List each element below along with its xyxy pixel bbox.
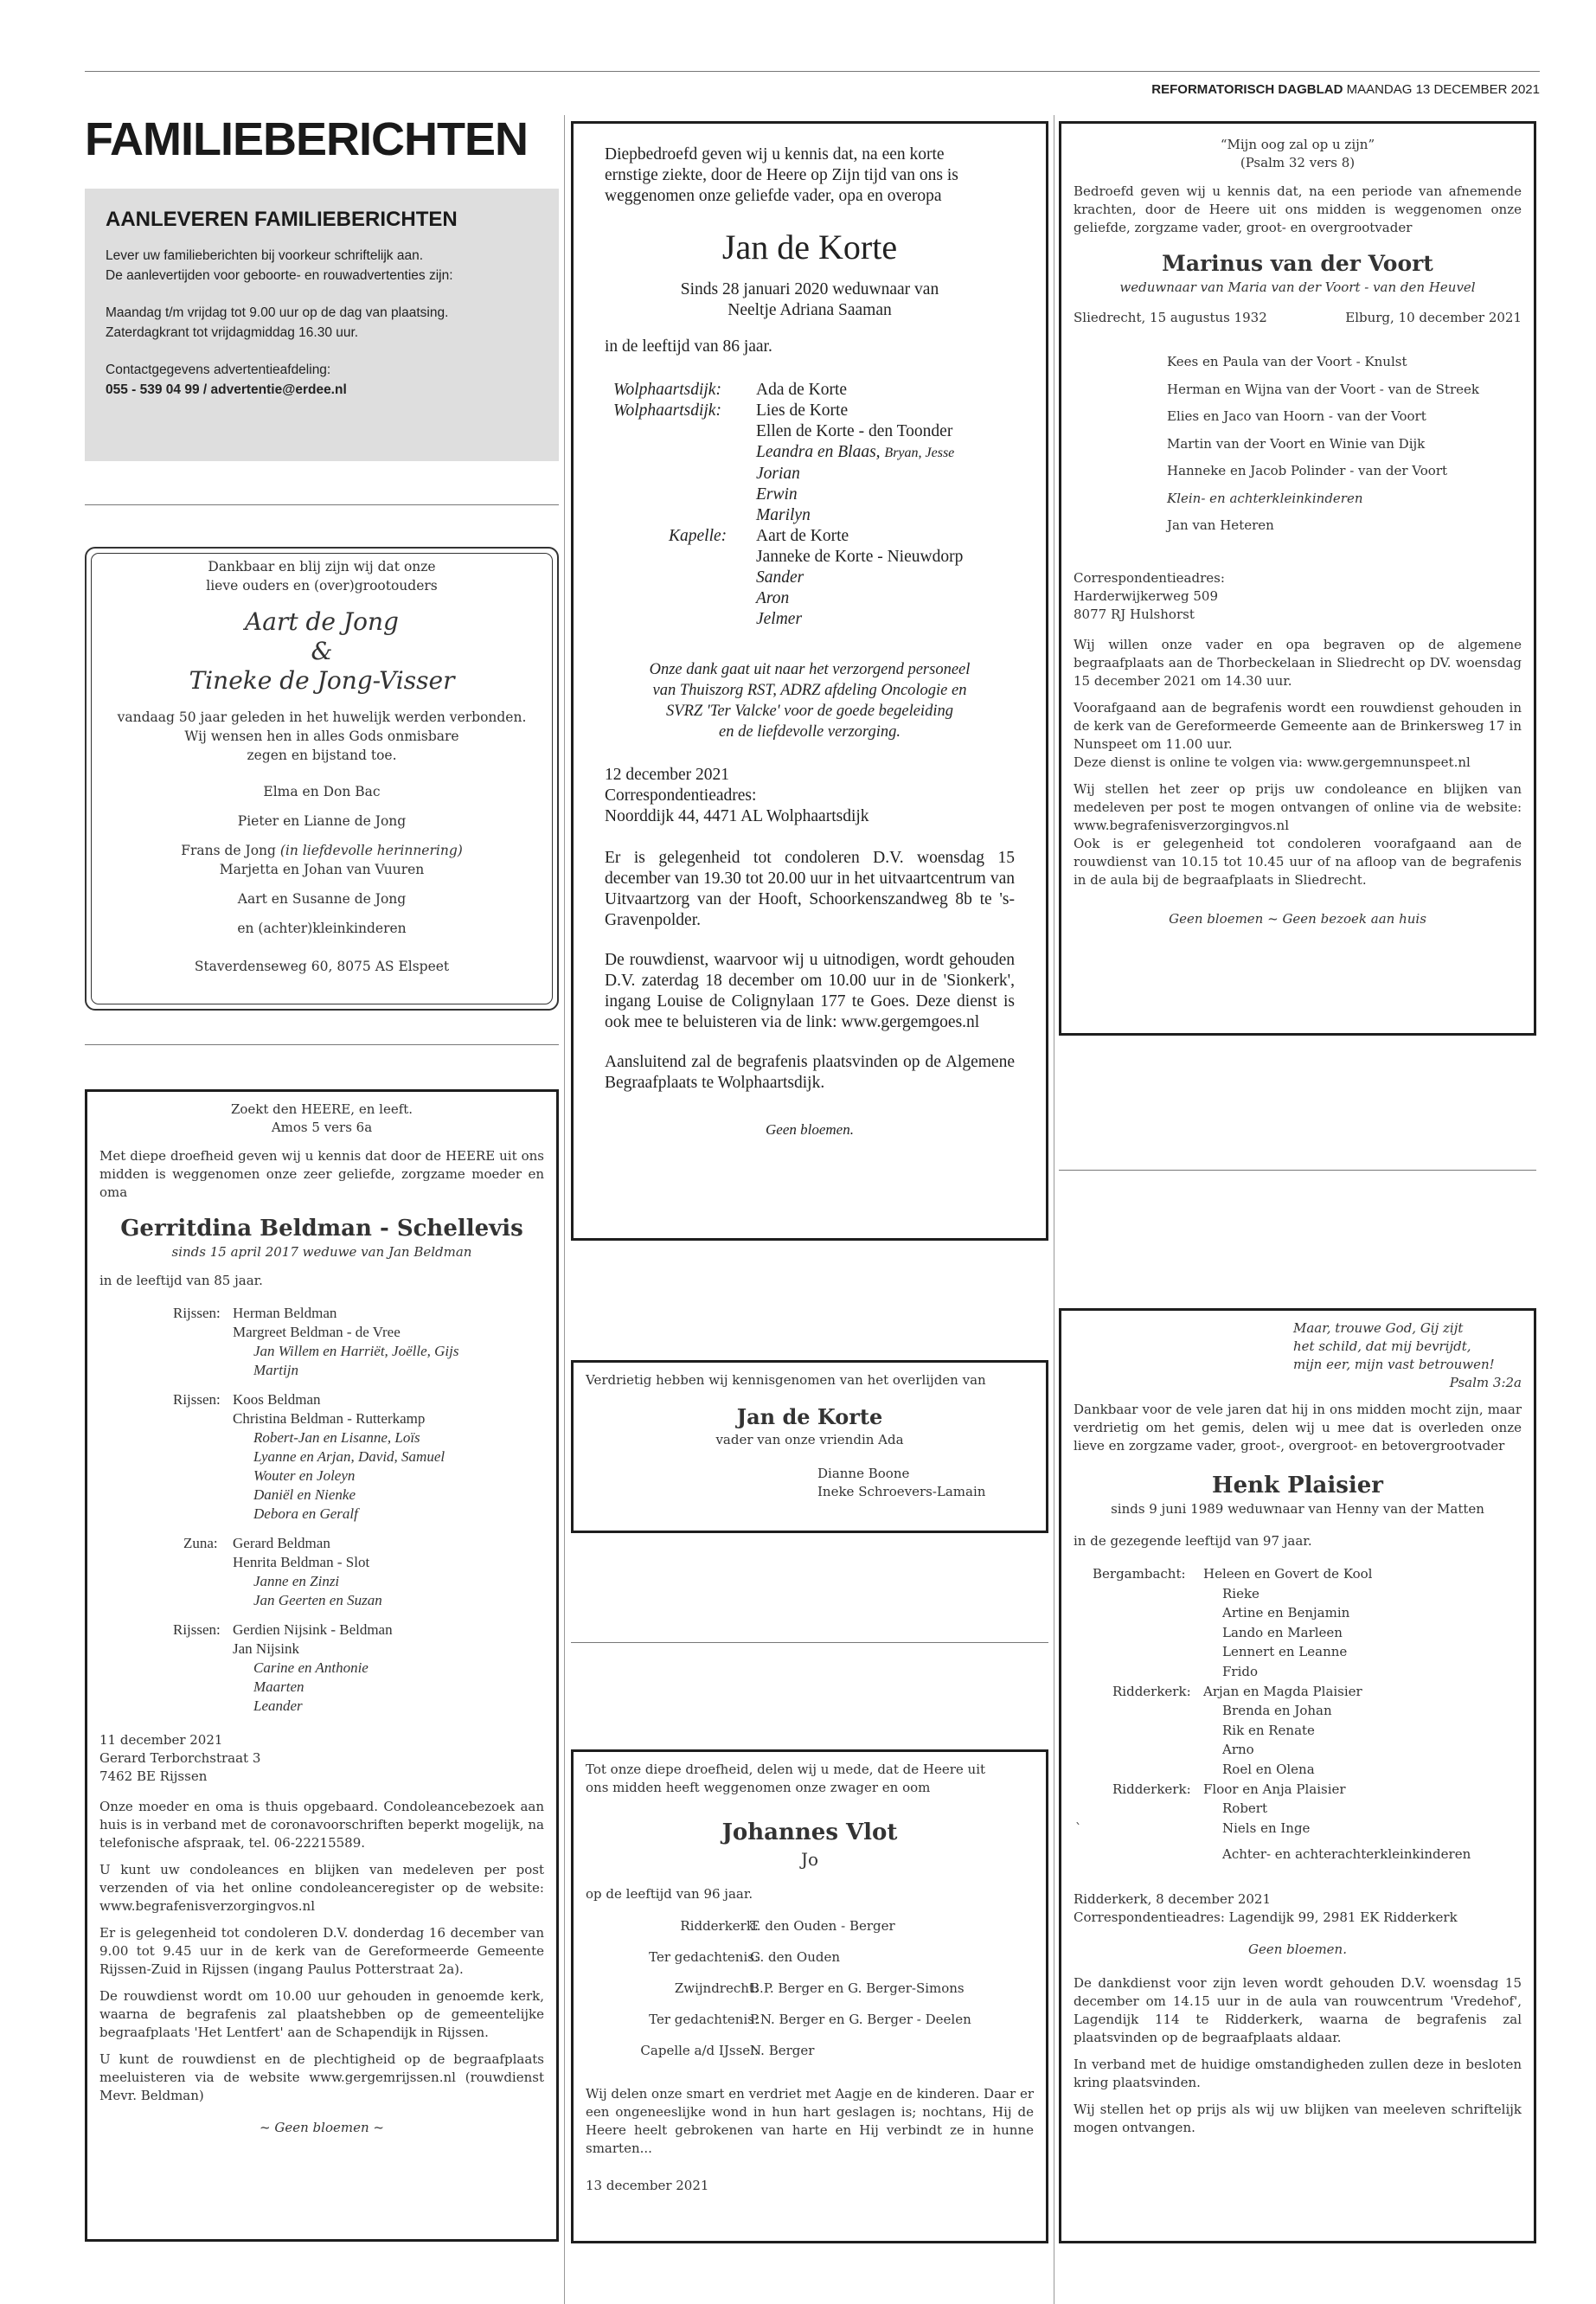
family-place: Zwijndrecht: xyxy=(674,1980,759,1996)
voort-closing: Geen bloemen ~ Geen bezoek aan huis xyxy=(1169,910,1426,927)
jong-intro: Dankbaar en blij zijn wij dat onze xyxy=(208,559,436,574)
plaisier-para: De dankdienst voor zijn leven wordt gehouden D.V. woensdag 15 december om 14.15 uur in de aula van rouwcentrum 'Vredehof', Lagendijk 114 te Ridderkerk, waarna de begrafenis zal plaatsvinden op de begraafplaats aldaar. xyxy=(1074,1974,1522,2045)
korte-para: Aansluitend zal de begrafenis plaatsvinden op de Algemene Begraafplaats te Wolphaartsdijk. xyxy=(605,1053,1015,1092)
voort-intro: Bedroefd geven wij u kennis dat, na een periode van afnemende krachten, door de Heere uit ons midden is weggenomen onze geliefde, zorgzame vader, groot- en overgrootvader xyxy=(1074,183,1522,235)
voort-born: Sliedrecht, 15 augustus 1932 xyxy=(1074,310,1267,325)
vlot-intro: ons midden heeft weggenomen onze zwager en oom xyxy=(586,1780,931,1795)
family-name: Erwin xyxy=(756,485,798,504)
family-place: Zuna: xyxy=(183,1535,218,1551)
family-place: Rijssen: xyxy=(173,1391,221,1408)
paper-name: REFORMATORISCH DAGBLAD xyxy=(1151,82,1343,97)
beldman-para: Onze moeder en oma is thuis opgebaard. Condoleancebezoek aan huis is in verband met de coronavoorschriften beperkt mogelijk, na telefonische afspraak, tel. 06-22215589. xyxy=(99,1799,544,1851)
col-divider-1 xyxy=(564,115,565,2304)
beldman-address: 7462 BE Rijssen xyxy=(99,1768,208,1784)
info-line: Contactgegevens advertentieafdeling: xyxy=(106,363,331,377)
family-kid: Maarten xyxy=(253,1678,304,1695)
voort-address: Harderwijkerweg 509 xyxy=(1074,587,1218,604)
thanks-line: van Thuiszorg RST, ADRZ afdeling Oncologie en xyxy=(652,682,967,699)
korte-intro: Diepbedroefd geven wij u kennis dat, na een korte xyxy=(605,145,945,164)
family-name: Jelmer xyxy=(756,610,803,628)
family-grandkids: Achter- en achterachterkleinkinderen xyxy=(1222,1846,1471,1863)
plaisier-para: Wij stellen het op prijs als wij uw blijken van meeleven schriftelijk mogen ontvangen. xyxy=(1074,2101,1522,2135)
ad-beldman xyxy=(85,1089,559,2242)
jong-name1: Aart de Jong xyxy=(245,607,399,636)
beldman-since: sinds 15 april 2017 weduwe van Jan Beldman xyxy=(171,1244,472,1260)
info-line: Lever uw familieberichten bij voorkeur schriftelijk aan. xyxy=(106,248,423,263)
family-name: Ellen de Korte - den Toonder xyxy=(756,422,953,440)
ad-korte-friends xyxy=(571,1360,1048,1533)
korte-since: Neeltje Adriana Saaman xyxy=(727,301,892,319)
jong-frans-note: (in liefdevolle herinnering) xyxy=(279,843,463,858)
family-name: Robert xyxy=(1222,1800,1268,1817)
family-name: Arjan en Magda Plaisier xyxy=(1203,1683,1362,1699)
family-small: Bryan, Jesse xyxy=(884,446,955,460)
verse-line: Psalm 3:2a xyxy=(1449,1375,1522,1390)
thanks-line: Onze dank gaat uit naar het verzorgend personeel xyxy=(649,661,971,678)
korte-intro: weggenomen onze geliefde vader, opa en overopa xyxy=(605,187,942,205)
plaisier-address: Correspondentieadres: Lagendijk 99, 2981 EK Ridderkerk xyxy=(1074,1909,1458,1925)
korte-intro: ernstige ziekte, door de Heere op Zijn tijd van ons is xyxy=(605,166,958,184)
family-place: Ter gedachtenis: xyxy=(649,1949,759,1965)
beldman-verse: Zoekt den HEERE, en leeft. xyxy=(230,1101,413,1117)
voort-address: Correspondentieadres: xyxy=(1074,569,1225,586)
family-kid: Jan Willem en Harriët, Joëlle, Gijs xyxy=(253,1343,459,1359)
section-title: FAMILIEBERICHTEN xyxy=(85,113,529,165)
family-name: Marilyn xyxy=(756,506,811,524)
ad-vlot xyxy=(571,1749,1048,2243)
family-kid: Robert-Jan en Lisanne, Loïs xyxy=(253,1429,420,1446)
section-rule xyxy=(1059,1170,1536,1171)
family-name: B.P. Berger en G. Berger-Simons xyxy=(750,1980,965,1996)
family-name: Ada de Korte xyxy=(756,381,848,399)
jong-text: vandaag 50 jaar geleden in het huwelijk werden verbonden. xyxy=(117,709,527,725)
info-line: De aanlevertijden voor geboorte- en rouwadvertenties zijn: xyxy=(106,268,453,283)
info-line: Maandag t/m vrijdag tot 9.00 uur op de dag van plaatsing. xyxy=(106,305,449,320)
plaisier-para: In verband met de huidige omstandigheden zullen deze in besloten kring plaatsvinden. xyxy=(1074,2056,1522,2090)
beldman-intro: Met diepe droefheid geven wij u kennis dat door de HEERE uit ons midden is weggenomen onze zeer geliefde, zorgzame moeder en oma xyxy=(99,1148,544,1200)
jong-frans: Frans de Jong xyxy=(181,843,276,858)
family-name: Artine en Benjamin xyxy=(1222,1605,1350,1621)
jong-name2: Tineke de Jong-Visser xyxy=(189,666,455,695)
beldman-address: Gerard Terborchstraat 3 xyxy=(99,1750,261,1766)
masthead xyxy=(1151,82,1540,97)
family-name: G. den Ouden xyxy=(750,1949,840,1965)
family-name: Jorian xyxy=(756,465,800,483)
family-name: Aron xyxy=(756,589,790,607)
family-place: Wolphaartsdijk: xyxy=(613,401,721,420)
family-name: Herman Beldman xyxy=(233,1305,337,1321)
vlot-date: 13 december 2021 xyxy=(586,2178,709,2193)
vlot-age: op de leeftijd van 96 jaar. xyxy=(586,1886,753,1902)
verse-line: mijn eer, mijn vast betrouwen! xyxy=(1293,1357,1495,1372)
voort-family xyxy=(1074,349,1522,540)
family-name: Margreet Beldman - de Vree xyxy=(233,1324,401,1340)
family-name: Kees en Paula van der Voort - Knulst xyxy=(1167,354,1407,369)
jong-address: Staverdenseweg 60, 8075 AS Elspeet xyxy=(194,959,450,974)
family-name: Floor en Anja Plaisier xyxy=(1203,1781,1346,1797)
family-name: Sander xyxy=(756,568,804,587)
korte-address: Correspondentieadres: xyxy=(605,786,757,805)
plaisier-family xyxy=(1074,1564,1522,1864)
vlot-name: Johannes Vlot xyxy=(721,1819,898,1845)
family-name: Aart de Korte xyxy=(756,527,849,545)
top-rule xyxy=(85,71,1540,72)
korte2-intro: Verdrietig hebben wij kennisgenomen van het overlijden van xyxy=(586,1372,986,1388)
vlot-nick: Jo xyxy=(800,1849,819,1870)
korte2-sub: vader van onze vriendin Ada xyxy=(715,1432,904,1447)
beldman-age: in de leeftijd van 85 jaar. xyxy=(99,1273,263,1288)
family-name: Martin van der Voort en Winie van Dijk xyxy=(1167,435,1426,452)
family-place: Ridderkerk: xyxy=(1112,1683,1191,1699)
info-box xyxy=(85,189,559,461)
voort-para: Wij willen onze vader en opa begraven op de algemene begraafplaats aan de Thorbeckelaan in Sliedrecht op DV. woensdag 15 december 2021 om 14.30 uur. xyxy=(1074,636,1522,689)
family-name: Niels en Inge xyxy=(1222,1819,1311,1836)
plaisier-since: sinds 9 juni 1989 weduwnaar van Henny van der Matten xyxy=(1111,1501,1484,1517)
family-kid: Janne en Zinzi xyxy=(253,1573,340,1589)
thanks-line: SVRZ 'Ter Valcke' voor de goede begeleiding xyxy=(666,703,953,720)
plaisier-flowers: Geen bloemen. xyxy=(1247,1941,1347,1957)
family-place: Capelle a/d IJssel: xyxy=(640,2043,759,2058)
family-name: Lennert en Leanne xyxy=(1222,1644,1348,1660)
family-kid: Carine en Anthonie xyxy=(253,1659,369,1676)
jong-text: Wij wensen hen in alles Gods onmisbare xyxy=(184,728,459,744)
family-name: Brenda en Johan xyxy=(1222,1703,1332,1719)
voort-died: Elburg, 10 december 2021 xyxy=(1345,310,1522,325)
family-kid: Wouter en Joleyn xyxy=(253,1467,356,1484)
family-name: Elies en Jaco van Hoorn - van der Voort xyxy=(1167,408,1426,424)
family-place: Ter gedachtenis: xyxy=(649,2012,759,2027)
jong-family2: Aart en Susanne de Jong xyxy=(237,891,407,907)
korte-name: Jan de Korte xyxy=(721,228,898,266)
family-name: Gerard Beldman xyxy=(233,1535,330,1551)
jong-amp: & xyxy=(311,637,333,665)
family-kid: Jan Geerten en Suzan xyxy=(253,1592,382,1608)
family-name: Janneke de Korte - Nieuwdorp xyxy=(756,548,964,566)
family-name: N. Berger xyxy=(750,2043,815,2058)
info-contact: 055 - 539 04 99 / advertentie@erdee.nl xyxy=(106,382,347,397)
family-place: Wolphaartsdijk: xyxy=(613,381,721,399)
plaisier-intro: Dankbaar voor de vele jaren dat hij in ons midden mocht zijn, maar verdrietig om het gemis, delen wij u mee dat is overleden onze lieve en zorgzame vader, groot-, overgroot- en betovergrootvader xyxy=(1074,1402,1522,1454)
info-line: Zaterdagkrant tot vrijdagmiddag 16.30 uur. xyxy=(106,325,359,340)
vlot-para: Wij delen onze smart en verdriet met Aagje en de kinderen. Daar er een ongeneeslijke wond in hun hart geslagen is; nochtans, Hij de Heere heelt gebrokenen van harte en Hij verbindt ze in hunne smarten... xyxy=(586,2086,1034,2156)
family-name: Christina Beldman - Rutterkamp xyxy=(233,1410,426,1427)
korte-address: 12 december 2021 xyxy=(605,766,730,784)
family-place: Ridderkerk: xyxy=(680,1918,759,1934)
family-place: Ridderkerk: xyxy=(1112,1781,1191,1797)
jong-family2: Marjetta en Johan van Vuuren xyxy=(219,862,425,877)
korte-age: in de leeftijd van 86 jaar. xyxy=(605,337,772,356)
info-lines xyxy=(106,246,538,400)
plaisier-address: Ridderkerk, 8 december 2021 xyxy=(1074,1890,1271,1907)
family-name: Frido xyxy=(1222,1663,1259,1679)
voort-since: weduwnaar van Maria van der Voort - van den Heuvel xyxy=(1119,279,1476,295)
plaisier-name: Henk Plaisier xyxy=(1212,1473,1383,1499)
jong-family: Pieter en Lianne de Jong xyxy=(237,813,407,829)
korte-thanks xyxy=(605,659,1015,742)
jong-family2: en (achter)kleinkinderen xyxy=(237,921,407,936)
family-name: Rieke xyxy=(1222,1585,1259,1601)
family-kid: Debora en Geralf xyxy=(253,1505,358,1522)
beldman-para: U kunt de rouwdienst en de plechtigheid op de begraafplaats meeluisteren via de website www.gergemrijssen.nl (rouwdienst Mevr. Beldman) xyxy=(99,2051,544,2103)
voort-para: Deze dienst is online te volgen via: www.gergemnunspeet.nl xyxy=(1074,754,1471,770)
family-kid: Leander xyxy=(253,1698,303,1714)
verse-line: Maar, trouwe God, Gij zijt xyxy=(1293,1320,1464,1336)
family-name: P.N. Berger en G. Berger - Deelen xyxy=(750,2012,971,2027)
family-place: Bergambacht: xyxy=(1093,1566,1186,1582)
family-place: ` xyxy=(1075,1819,1082,1836)
beldman-para: Er is gelegenheid tot condoleren D.V. donderdag 16 december van 9.00 tot 9.45 uur in de kerk van de Gereformeerde Gemeente Rijssen-Zuid in Rijssen (ingang Paulus Potterstraat 2a). xyxy=(99,1925,544,1977)
family-name: Henrita Beldman - Slot xyxy=(233,1554,370,1570)
section-rule xyxy=(85,504,559,505)
family-name: Roel en Olena xyxy=(1222,1761,1315,1777)
korte-closing: Geen bloemen. xyxy=(766,1121,854,1138)
ad-jong xyxy=(85,547,559,1011)
korte2-name: Jan de Korte xyxy=(736,1404,883,1429)
family-place: Kapelle: xyxy=(669,527,727,545)
verse-line: het schild, dat mij bevrijdt, xyxy=(1293,1338,1471,1354)
section-rule xyxy=(85,1044,559,1045)
family-name: Hanneke en Jacob Polinder - van der Voort xyxy=(1167,463,1448,478)
family-name: Jan Nijsink xyxy=(233,1640,299,1657)
vlot-intro: Tot onze diepe droefheid, delen wij u mede, dat de Heere uit xyxy=(586,1762,986,1777)
family-name: Lies de Korte xyxy=(756,401,849,420)
jong-text: zegen en bijstand toe. xyxy=(247,748,397,763)
korte2-signer: Ineke Schroevers-Lamain xyxy=(817,1484,986,1499)
family-kid: Lyanne en Arjan, David, Samuel xyxy=(253,1448,445,1465)
voort-name: Marinus van der Voort xyxy=(1162,251,1433,276)
thanks-line: en de liefdevolle verzorging. xyxy=(719,723,901,741)
paper-date: MAANDAG 13 DECEMBER 2021 xyxy=(1346,82,1540,97)
voort-para: Voorafgaand aan de begrafenis wordt een rouwdienst gehouden in de kerk van de Gereformeerde Gemeente aan de Brinkersweg 17 in Nunspeet om 11.00 uur. xyxy=(1074,699,1522,752)
beldman-name: Gerritdina Beldman - Schellevis xyxy=(120,1216,523,1242)
korte-para: Er is gelegenheid tot condoleren D.V. woensdag 15 december van 19.30 tot 20.00 uur in het uitvaartcentrum van Uitvaartzorg van der Hooft, Schoorkenszandweg 8b te 's-Gravenpolder. xyxy=(605,849,1015,929)
plaisier-verse xyxy=(1074,1319,1522,1392)
family-name: Lando en Marleen xyxy=(1222,1624,1343,1640)
beldman-para: U kunt uw condoleances en blijken van medeleven per post verzenden of via het online condoleanceregister op de website: www.begrafenisverzorgingvos.nl xyxy=(99,1862,544,1914)
ad-plaisier xyxy=(1059,1308,1536,2243)
section-rule xyxy=(571,1642,1048,1643)
voort-verse: “Mijn oog zal op u zijn” xyxy=(1220,137,1375,152)
jong-family: Elma en Don Bac xyxy=(263,784,381,799)
family-kid: Daniël en Nienke xyxy=(253,1486,356,1503)
family-kid: Martijn xyxy=(253,1362,298,1378)
family-name: T. den Ouden - Berger xyxy=(750,1918,895,1934)
beldman-closing: ~ Geen bloemen ~ xyxy=(260,2120,384,2135)
ad-korte xyxy=(571,121,1048,1241)
family-place: Rijssen: xyxy=(173,1305,221,1321)
voort-para: Wij stellen het zeer op prijs uw condoleance en blijken van medeleven per post te mogen ontvangen of online via de website: www.begrafenisverzorgingvos.nl xyxy=(1074,780,1522,833)
korte-since: Sinds 28 januari 2020 weduwnaar van xyxy=(680,280,939,298)
korte-address: Noorddijk 44, 4471 AL Wolphaartsdijk xyxy=(605,807,869,825)
plaisier-age: in de gezegende leeftijd van 97 jaar. xyxy=(1074,1533,1312,1549)
voort-para: Ook is er gelegenheid tot condoleren voorafgaand aan de rouwdienst van 10.15 tot 10.45 uur of na afloop van de begrafenis in de aula bij de begraafplaats in Sliedrecht. xyxy=(1074,835,1522,888)
family-extra: Jan van Heteren xyxy=(1167,517,1274,533)
family-name: Gerdien Nijsink - Beldman xyxy=(233,1621,393,1638)
voort-address: 8077 RJ Hulshorst xyxy=(1074,606,1195,622)
family-name: Herman en Wijna van der Voort - van de Streek xyxy=(1167,381,1479,397)
vlot-family xyxy=(586,1917,1034,2073)
family-grandkids: Klein- en achterkleinkinderen xyxy=(1167,490,1363,506)
family-name: Heleen en Govert de Kool xyxy=(1203,1566,1373,1582)
beldman-para: De rouwdienst wordt om 10.00 uur gehouden in genoemde kerk, waarna de begrafenis zal plaatshebben op de gemeentelijke begraafplaats 'Het Lentfert' aan de Schapendijk in Rijssen. xyxy=(99,1988,544,2040)
info-title: AANLEVEREN FAMILIEBERICHTEN xyxy=(106,208,458,231)
family-name: Koos Beldman xyxy=(233,1391,321,1408)
beldman-verse: Amos 5 vers 6a xyxy=(271,1120,373,1135)
korte-para: De rouwdienst, waarvoor wij u uitnodigen, wordt gehouden D.V. zaterdag 18 december om 10.00 uur in de 'Sionkerk', ingang Louise de Colignylaan 177 te Goes. Deze dienst is ook mee te beluisteren via de link: www.gergemgoes.nl xyxy=(605,951,1015,1031)
family-name: Arno xyxy=(1222,1742,1254,1758)
beldman-family xyxy=(99,1304,544,1716)
ad-voort xyxy=(1059,121,1536,1036)
jong-intro: lieve ouders en (over)grootouders xyxy=(206,578,438,594)
beldman-address: 11 december 2021 xyxy=(99,1732,223,1748)
korte-family xyxy=(605,380,1015,630)
voort-verse: (Psalm 32 vers 8) xyxy=(1240,155,1356,170)
family-name: Rik en Renate xyxy=(1222,1722,1315,1738)
family-place: Rijssen: xyxy=(173,1621,221,1638)
family-name: Leandra en Blaas, xyxy=(756,443,881,461)
korte2-signer: Dianne Boone xyxy=(817,1466,910,1481)
